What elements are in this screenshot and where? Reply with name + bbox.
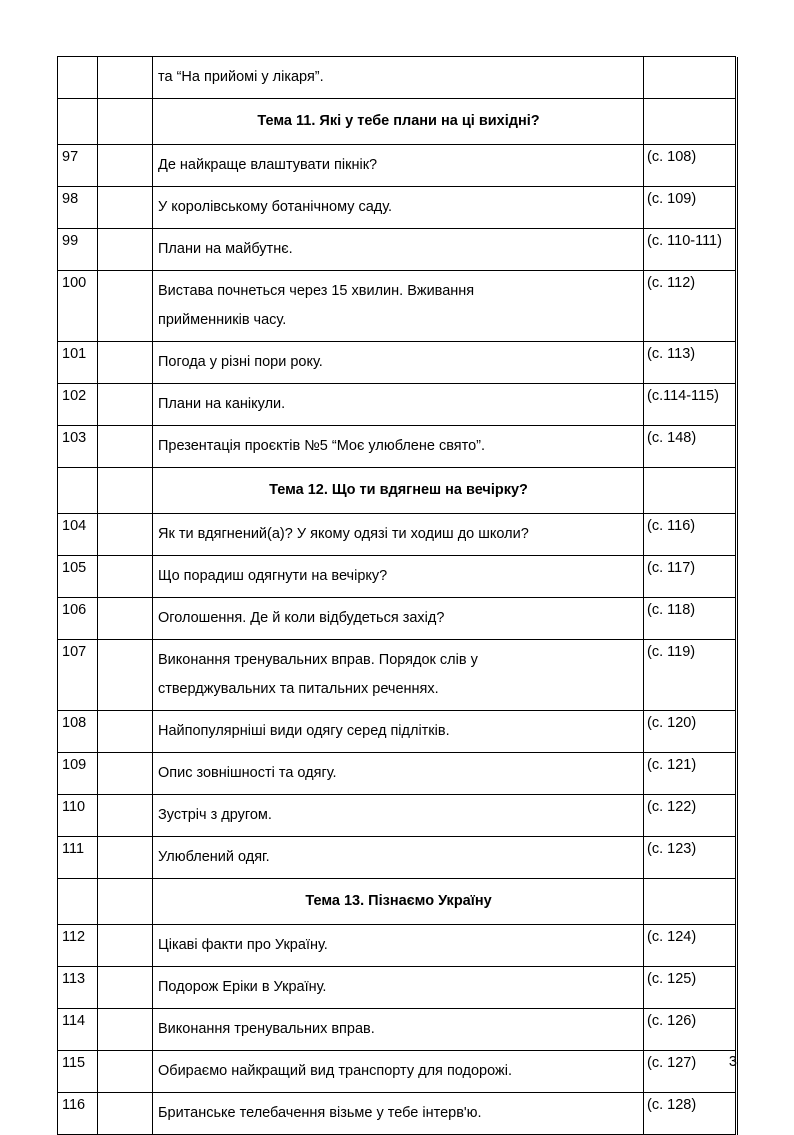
row-date-cell — [98, 1051, 153, 1093]
row-number-cell: 97 — [58, 145, 98, 187]
table-row — [58, 384, 738, 426]
row-date-cell — [98, 99, 153, 145]
row-number-cell: 104 — [58, 514, 98, 556]
page-reference-cell: (с. 121) — [644, 753, 736, 795]
topic-line: Улюблений одяг. — [158, 849, 270, 865]
row-number-cell: 100 — [58, 271, 98, 342]
topic-line: прийменників часу. — [158, 312, 287, 328]
row-number-cell: 103 — [58, 426, 98, 468]
row-number-cell: 98 — [58, 187, 98, 229]
table-row — [58, 1051, 738, 1093]
row-number-cell: 105 — [58, 556, 98, 598]
row-date-cell — [98, 468, 153, 514]
lesson-plan-table — [57, 56, 738, 1135]
topic-line: Найпопулярніші види одягу серед підлітків. — [158, 723, 450, 739]
row-number-cell: 106 — [58, 598, 98, 640]
topic-line: Погода у різні пори року. — [158, 354, 323, 370]
page-reference-cell: (с. 108) — [644, 145, 736, 187]
page-reference-cell: (с. 123) — [644, 837, 736, 879]
page-reference-cell — [644, 99, 736, 145]
page-reference-cell: (с. 128) — [644, 1093, 736, 1135]
topic-line: Виконання тренувальних вправ. Порядок слів у — [158, 652, 478, 668]
row-date-cell — [98, 1009, 153, 1051]
row-date-cell — [98, 145, 153, 187]
row-number-cell: 115 — [58, 1051, 98, 1093]
topic-line: Презентація проєктів №5 “Моє улюблене свято”. — [158, 438, 486, 454]
topic-line: Подорож Еріки в Україну. — [158, 979, 327, 995]
table-edge-cell — [736, 598, 738, 640]
table-edge-cell — [736, 640, 738, 711]
topic-line: Тема 13. Пізнаємо Україну — [305, 893, 492, 909]
topic-line: Цікаві факти про Україну. — [158, 937, 328, 953]
lesson-topic-cell — [153, 1051, 644, 1093]
table-row — [58, 640, 738, 711]
row-number-cell — [58, 879, 98, 925]
row-date-cell — [98, 640, 153, 711]
table-row — [58, 187, 738, 229]
table-row — [58, 229, 738, 271]
page-reference-cell: (с. 113) — [644, 342, 736, 384]
table-edge-cell — [736, 837, 738, 879]
lesson-topic-cell — [153, 57, 644, 99]
row-number-cell: 110 — [58, 795, 98, 837]
row-date-cell — [98, 342, 153, 384]
row-date-cell — [98, 384, 153, 426]
table-section-row — [58, 99, 738, 145]
table-row — [58, 795, 738, 837]
row-date-cell — [98, 556, 153, 598]
row-date-cell — [98, 795, 153, 837]
row-date-cell — [98, 514, 153, 556]
page-reference-cell: (с. 112) — [644, 271, 736, 342]
section-title-cell — [153, 99, 644, 145]
row-date-cell — [98, 967, 153, 1009]
lesson-topic-cell — [153, 753, 644, 795]
lesson-topic-cell — [153, 837, 644, 879]
table-edge-cell — [736, 1093, 738, 1135]
table-row — [58, 837, 738, 879]
row-number-cell: 111 — [58, 837, 98, 879]
table-section-row — [58, 468, 738, 514]
row-date-cell — [98, 598, 153, 640]
row-date-cell — [98, 711, 153, 753]
page-reference-cell: (с. 116) — [644, 514, 736, 556]
table-edge-cell — [736, 711, 738, 753]
lesson-topic-cell — [153, 145, 644, 187]
topic-line: Як ти вдягнений(а)? У якому одязі ти ходиш до школи? — [158, 526, 529, 542]
table-edge-cell — [736, 468, 738, 514]
row-number-cell: 102 — [58, 384, 98, 426]
lesson-topic-cell — [153, 795, 644, 837]
row-number-cell: 99 — [58, 229, 98, 271]
topic-line: стверджувальних та питальних реченнях. — [158, 681, 439, 697]
table-edge-cell — [736, 229, 738, 271]
page-reference-cell: (с. 126) — [644, 1009, 736, 1051]
table-edge-cell — [736, 879, 738, 925]
lesson-topic-cell — [153, 426, 644, 468]
lesson-topic-cell — [153, 271, 644, 342]
table-row — [58, 271, 738, 342]
table-edge-cell — [736, 514, 738, 556]
topic-line: Виконання тренувальних вправ. — [158, 1021, 375, 1037]
topic-line: Плани на майбутнє. — [158, 241, 293, 257]
topic-line: Де найкраще влаштувати пікнік? — [158, 157, 378, 173]
table-edge-cell — [736, 1009, 738, 1051]
topic-line: У королівському ботанічному саду. — [158, 199, 393, 215]
topic-line: Тема 11. Які у тебе плани на ці вихідні? — [257, 113, 540, 129]
page-number: 3 — [728, 1054, 737, 1070]
row-date-cell — [98, 925, 153, 967]
row-number-cell: 108 — [58, 711, 98, 753]
topic-line: Тема 12. Що ти вдягнеш на вечірку? — [269, 482, 528, 498]
row-number-cell: 107 — [58, 640, 98, 711]
row-number-cell — [58, 57, 98, 99]
table-row — [58, 426, 738, 468]
row-date-cell — [98, 1093, 153, 1135]
lesson-topic-cell — [153, 711, 644, 753]
page-reference-cell: (с. 127) — [644, 1051, 736, 1093]
table-row — [58, 145, 738, 187]
topic-line: Опис зовнішності та одягу. — [158, 765, 337, 781]
lesson-topic-cell — [153, 598, 644, 640]
table-edge-cell — [736, 342, 738, 384]
page-reference-cell: (с. 148) — [644, 426, 736, 468]
table-row — [58, 514, 738, 556]
lesson-topic-cell — [153, 342, 644, 384]
row-date-cell — [98, 879, 153, 925]
page-reference-cell: (с. 117) — [644, 556, 736, 598]
lesson-topic-cell — [153, 384, 644, 426]
lesson-topic-cell — [153, 187, 644, 229]
row-number-cell: 101 — [58, 342, 98, 384]
topic-line: Оголошення. Де й коли відбудеться захід? — [158, 610, 445, 626]
row-date-cell — [98, 271, 153, 342]
page-reference-cell: (с. 124) — [644, 925, 736, 967]
page-reference-cell: (с. 110-111) — [644, 229, 736, 271]
table-edge-cell — [736, 426, 738, 468]
lesson-topic-cell — [153, 229, 644, 271]
row-date-cell — [98, 753, 153, 795]
page-reference-cell: (с. 122) — [644, 795, 736, 837]
section-title-cell — [153, 468, 644, 514]
table-section-row — [58, 879, 738, 925]
topic-line: Обираємо найкращий вид транспорту для подорожі. — [158, 1063, 512, 1079]
row-date-cell — [98, 229, 153, 271]
topic-line: Британське телебачення візьме у тебе інтерв'ю. — [158, 1105, 482, 1121]
lesson-topic-cell — [153, 925, 644, 967]
table-body — [58, 57, 738, 1135]
table-row — [58, 598, 738, 640]
table-edge-cell — [736, 145, 738, 187]
row-date-cell — [98, 426, 153, 468]
topic-line: Плани на канікули. — [158, 396, 286, 412]
table-edge-cell — [736, 795, 738, 837]
row-number-cell: 109 — [58, 753, 98, 795]
page-reference-cell — [644, 57, 736, 99]
page-reference-cell — [644, 879, 736, 925]
lesson-topic-cell — [153, 556, 644, 598]
topic-line: Зустріч з другом. — [158, 807, 272, 823]
table-edge-cell — [736, 967, 738, 1009]
table-edge-cell — [736, 753, 738, 795]
page-reference-cell: (с. 109) — [644, 187, 736, 229]
page-reference-cell — [644, 468, 736, 514]
lesson-topic-cell — [153, 640, 644, 711]
row-number-cell — [58, 99, 98, 145]
page-reference-cell: (с. 120) — [644, 711, 736, 753]
table-row — [58, 925, 738, 967]
table-row — [58, 57, 738, 99]
row-number-cell — [58, 468, 98, 514]
row-date-cell — [98, 837, 153, 879]
page-reference-cell: (с. 119) — [644, 640, 736, 711]
lesson-topic-cell — [153, 967, 644, 1009]
table-edge-cell — [736, 271, 738, 342]
row-number-cell: 113 — [58, 967, 98, 1009]
row-number-cell: 112 — [58, 925, 98, 967]
lesson-topic-cell — [153, 1009, 644, 1051]
row-date-cell — [98, 57, 153, 99]
table-row — [58, 342, 738, 384]
table-row — [58, 967, 738, 1009]
page-reference-cell: (с.114-115) — [644, 384, 736, 426]
lesson-topic-cell — [153, 514, 644, 556]
table-row — [58, 711, 738, 753]
table-edge-cell — [736, 384, 738, 426]
row-date-cell — [98, 187, 153, 229]
row-number-cell: 116 — [58, 1093, 98, 1135]
topic-line: Вистава почнеться через 15 хвилин. Вживання — [158, 283, 475, 299]
table-edge-cell — [736, 187, 738, 229]
table-edge-cell — [736, 925, 738, 967]
lesson-topic-cell — [153, 1093, 644, 1135]
section-title-cell — [153, 879, 644, 925]
table-row — [58, 1093, 738, 1135]
table-edge-cell — [736, 99, 738, 145]
page-reference-cell: (с. 125) — [644, 967, 736, 1009]
topic-line: та “На прийомі у лікаря”. — [158, 69, 324, 85]
page-reference-cell: (с. 118) — [644, 598, 736, 640]
table-edge-cell — [736, 57, 738, 99]
table-row — [58, 753, 738, 795]
row-number-cell: 114 — [58, 1009, 98, 1051]
table-edge-cell — [736, 556, 738, 598]
topic-line: Що порадиш одягнути на вечірку? — [158, 568, 388, 584]
table-row — [58, 556, 738, 598]
table-row — [58, 1009, 738, 1051]
